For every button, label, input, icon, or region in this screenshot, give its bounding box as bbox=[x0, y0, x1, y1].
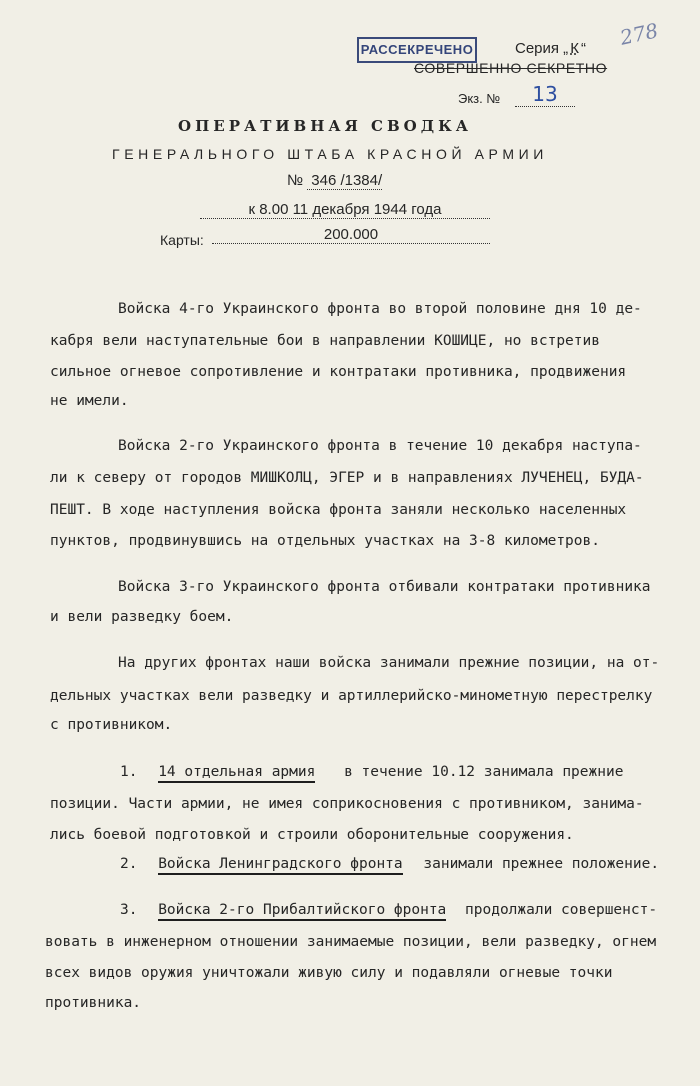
item-1-number: 1. bbox=[120, 764, 138, 780]
item-1-line: лись боевой подготовкой и строили оборонительные сооружения. bbox=[50, 827, 574, 843]
paragraph-3-line: Войска 3-го Украинского фронта отбивали контратаки противника bbox=[118, 579, 651, 595]
paragraph-2-line: ли к северу от городов МИШКОЛЦ, ЭГЕР и в направлениях ЛУЧЕНЕЦ, БУДА- bbox=[50, 470, 644, 486]
item-3-first-line: 3. Войска 2-го Прибалтийского фронта продолжали совершенст- bbox=[120, 901, 657, 920]
item-3-line: вовать в инженерном отношении занимаемые позиции, вели разведку, огнем bbox=[45, 934, 657, 950]
maps-label: Карты: bbox=[160, 232, 204, 248]
paragraph-3-line: и вели разведку боем. bbox=[50, 609, 234, 625]
paragraph-1-line: не имели. bbox=[50, 393, 129, 409]
paragraph-1-line: сильное огневое сопротивление и контратаки противника, продвижения bbox=[50, 364, 627, 380]
item-1-heading: 14 отдельная армия bbox=[158, 764, 315, 783]
series-label: Серия „ К “ bbox=[515, 40, 586, 57]
paragraph-4-line: На других фронтах наши войска занимали прежние позиции, на от- bbox=[118, 655, 660, 671]
item-1-line: позиции. Части армии, не имея соприкосновения с противником, занима- bbox=[50, 796, 644, 812]
paragraph-2-line: Войска 2-го Украинского фронта в течение 10 декабря наступа- bbox=[118, 438, 642, 454]
copy-number-label: Экз. № bbox=[458, 91, 501, 106]
report-date: к 8.00 11 декабря 1944 года bbox=[200, 201, 490, 219]
item-3-heading: Войска 2-го Прибалтийского фронта bbox=[158, 902, 446, 921]
report-number-value: 346 /1384/ bbox=[307, 172, 382, 190]
series-value: К bbox=[570, 40, 579, 57]
paragraph-4-line: дельных участках вели разведку и артиллерийско-минометную перестрелку bbox=[50, 688, 653, 704]
report-number: № 346 /1384/ bbox=[287, 172, 383, 189]
maps-value: 200.000 bbox=[212, 226, 490, 244]
paragraph-2-line: пунктов, продвинувшись на отдельных участках на 3-8 километров. bbox=[50, 533, 600, 549]
document-title: ОПЕРАТИВНАЯ СВОДКА bbox=[178, 117, 472, 135]
handwritten-page-number: 278 bbox=[617, 18, 661, 50]
item-3-line: всех видов оружия уничтожали живую силу и подавляли огневые точки bbox=[45, 965, 613, 981]
item-3-line: противника. bbox=[45, 995, 142, 1011]
item-1-first-line: 1. 14 отдельная армия в течение 10.12 занимала прежние bbox=[120, 763, 623, 782]
item-2-heading: Войска Ленинградского фронта bbox=[158, 856, 402, 875]
paragraph-2-line: ПЕШТ. В ходе наступления войска фронта заняли несколько населенных bbox=[50, 502, 627, 518]
declassified-stamp: РАССЕКРЕЧЕНО bbox=[357, 37, 477, 63]
paragraph-4-line: с противником. bbox=[50, 717, 173, 733]
document-subtitle: ГЕНЕРАЛЬНОГО ШТАБА КРАСНОЙ АРМИИ bbox=[112, 146, 548, 162]
copy-number-value: 13 bbox=[515, 82, 575, 107]
paragraph-1-line: кабря вели наступательные бои в направлении КОШИЦЕ, но встретив bbox=[50, 333, 600, 349]
item-2-number: 2. bbox=[120, 856, 138, 872]
item-2-line: 2. Войска Ленинградского фронта занимали прежнее положение. bbox=[120, 855, 659, 874]
item-3-number: 3. bbox=[120, 902, 138, 918]
struck-secret-label: СОВЕРШЕННО СЕКРЕТНО bbox=[414, 60, 608, 76]
paragraph-1-line: Войска 4-го Украинского фронта во второй половине дня 10 де- bbox=[118, 301, 642, 317]
